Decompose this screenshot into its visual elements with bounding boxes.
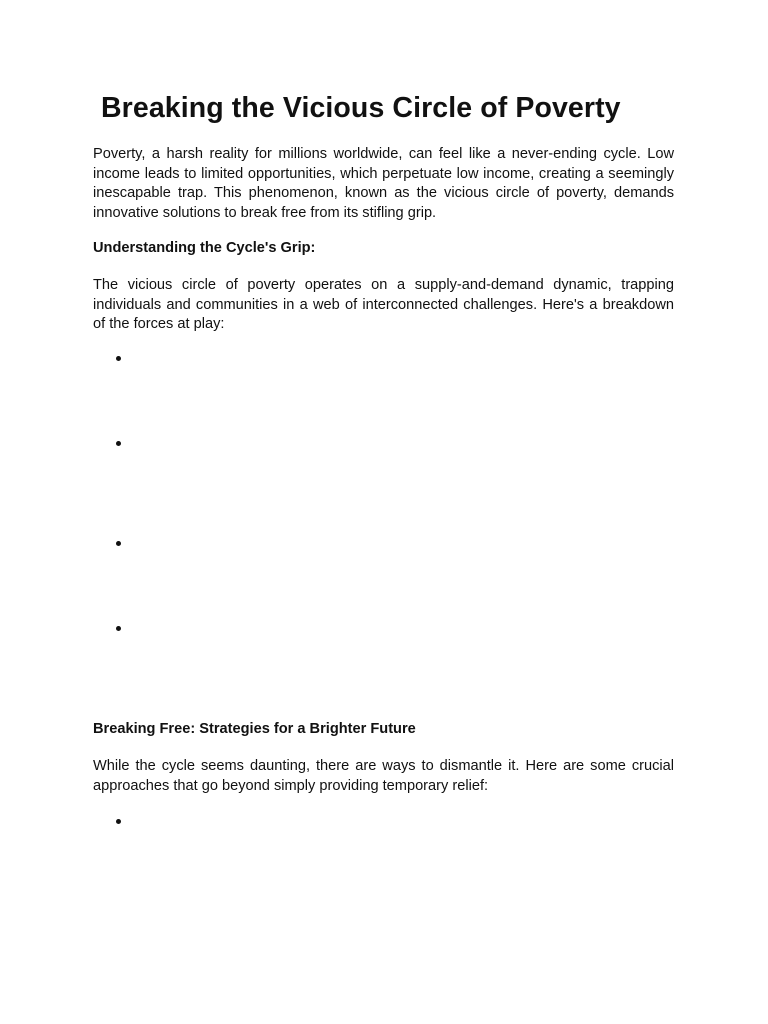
bullet-point (115, 440, 123, 448)
bullet-point (115, 818, 123, 826)
section-heading-strategies: Breaking Free: Strategies for a Brighter Future (93, 721, 416, 737)
section-paragraph-strategies: While the cycle seems daunting, there are ways to dismantle it. Here are some crucial approaches that go beyond simply providing temporary relief: (93, 758, 674, 794)
bullet-point (115, 540, 123, 548)
section-heading-cycle: Understanding the Cycle's Grip: (93, 240, 316, 256)
bullet-point (115, 625, 123, 633)
intro-paragraph: Poverty, a harsh reality for millions worldwide, can feel like a never-ending cycle. Low income leads to limited opportunities, which perpetuate low income, creating a seemingly inescapable trap. This phenomenon, known as the vicious circle of poverty, demands innovative solutions to break free from its stifling grip. (93, 146, 674, 221)
section-paragraph-cycle: The vicious circle of poverty operates on a supply-and-demand dynamic, trapping individuals and communities in a web of interconnected challenges. Here's a breakdown of the forces at play: (93, 277, 674, 332)
bullet-point (115, 355, 123, 363)
document-title: Breaking the Vicious Circle of Poverty (101, 92, 621, 124)
